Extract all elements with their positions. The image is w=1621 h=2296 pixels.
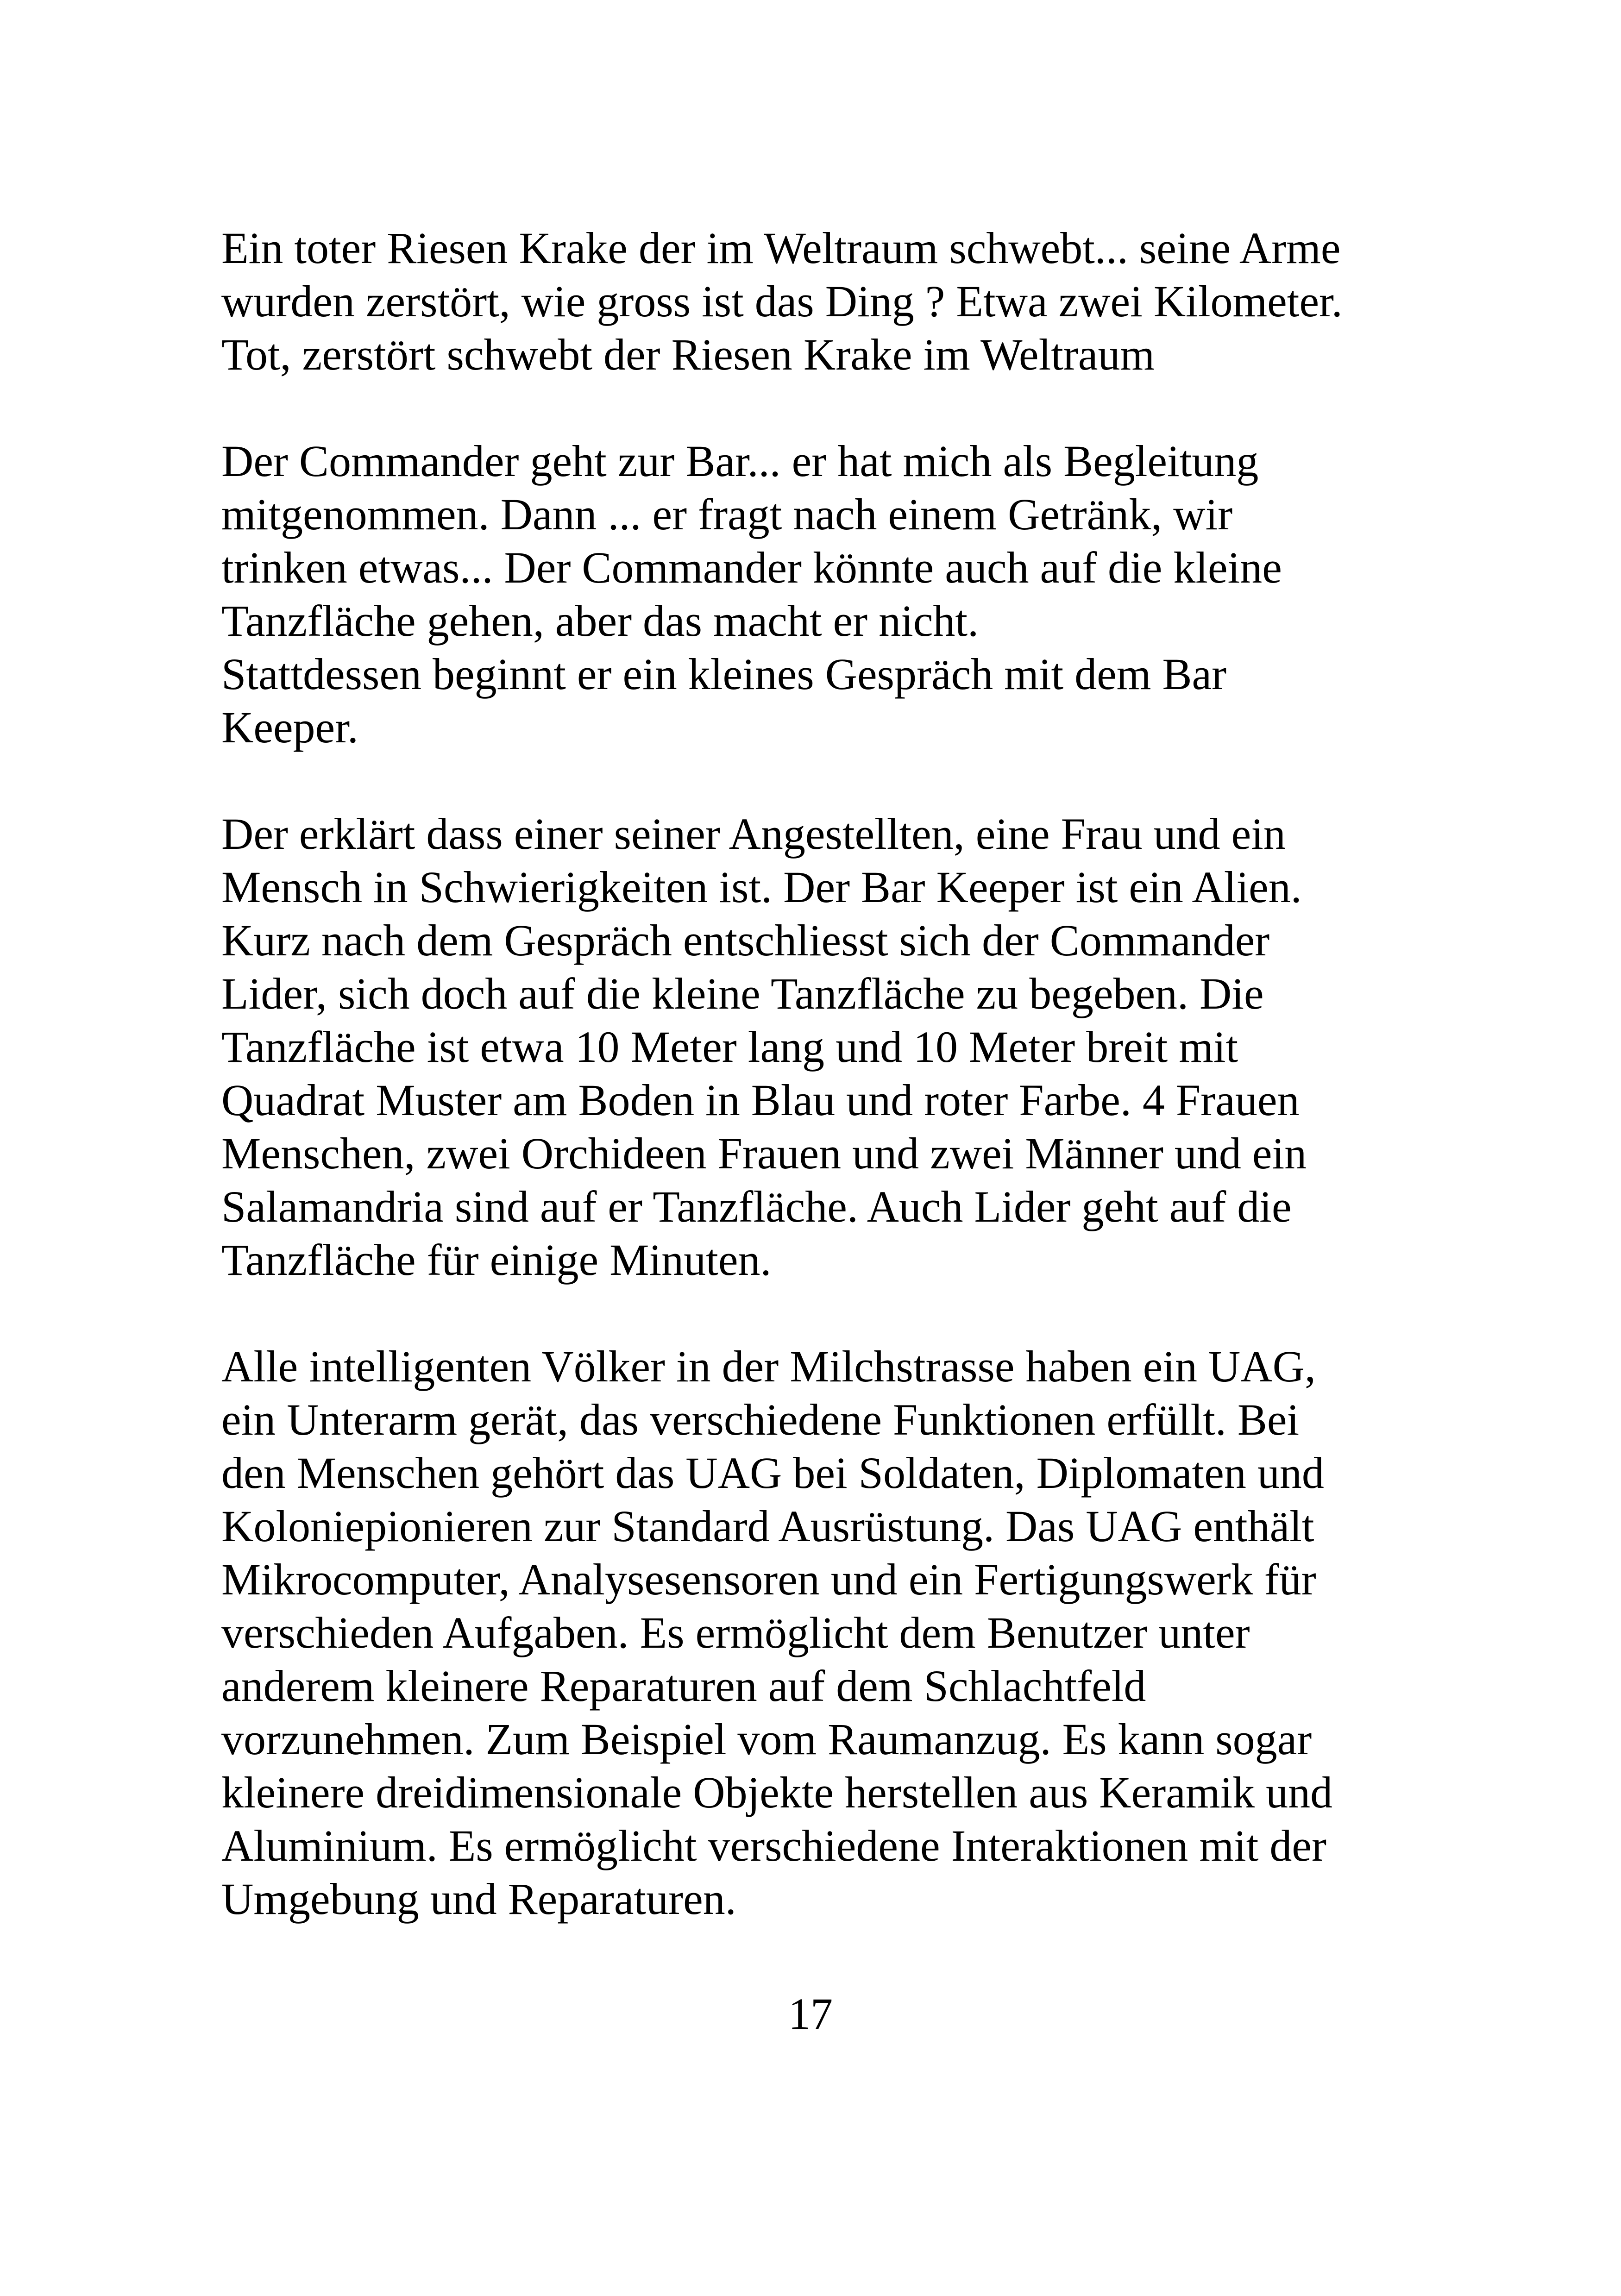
paragraph-gap [221,754,1407,807]
paragraph-1 [221,221,1407,381]
paragraph-4 [221,1340,1407,1926]
text-line: vorzunehmen. Zum Beispiel vom Raumanzug. Es kann sogar [221,1714,1312,1764]
text-line: ein Unterarm gerät, das verschiedene Funktionen erfüllt. Bei [221,1395,1300,1444]
text-line: wurden zerstört, wie gross ist das Ding ? Etwa zwei Kilometer. [221,276,1343,326]
text-line: Alle intelligenten Völker in der Milchstrasse haben ein UAG, [221,1342,1316,1391]
text-line: Der Commander geht zur Bar... er hat mich als Begleitung [221,436,1259,486]
text-line: Keeper. [221,703,358,752]
paragraph-3 [221,807,1407,1286]
paragraph-gap [221,1286,1407,1340]
text-line: Tanzfläche gehen, aber das macht er nicht. [221,596,979,646]
text-line: anderem kleinere Reparaturen auf dem Schlachtfeld [221,1661,1146,1711]
text-line: Umgebung und Reparaturen. [221,1874,736,1924]
text-line: kleinere dreidimensionale Objekte herstellen aus Keramik und [221,1768,1333,1817]
page-number: 17 [788,1989,833,2039]
text-line: Ein toter Riesen Krake der im Weltraum schwebt... seine Arme [221,223,1341,273]
text-line: Tot, zerstört schwebt der Riesen Krake im Weltraum [221,330,1155,379]
text-line: Quadrat Muster am Boden in Blau und roter Farbe. 4 Frauen [221,1075,1300,1125]
text-line: trinken etwas... Der Commander könnte auch auf die kleine [221,543,1282,592]
text-line: Lider, sich doch auf die kleine Tanzfläche zu begeben. Die [221,969,1264,1018]
text-line: Tanzfläche für einige Minuten. [221,1235,772,1285]
text-line: mitgenommen. Dann ... er fragt nach einem Getränk, wir [221,489,1233,539]
page-body [221,221,1407,1926]
paragraph-2 [221,434,1407,754]
text-line: den Menschen gehört das UAG bei Soldaten, Diplomaten und [221,1448,1324,1498]
paragraph-gap [221,381,1407,434]
text-line: Mikrocomputer, Analysesensoren und ein Fertigungswerk für [221,1555,1316,1604]
text-line: Kurz nach dem Gespräch entschliesst sich der Commander [221,916,1270,965]
text-line: Der erklärt dass einer seiner Angestellten, eine Frau und ein [221,809,1286,859]
text-line: Stattdessen beginnt er ein kleines Gespräch mit dem Bar [221,649,1227,699]
text-line: Koloniepionieren zur Standard Ausrüstung. Das UAG enthält [221,1501,1314,1551]
text-line: Menschen, zwei Orchideen Frauen und zwei Männer und ein [221,1129,1307,1178]
text-line: verschieden Aufgaben. Es ermöglicht dem Benutzer unter [221,1608,1250,1657]
text-line: Aluminium. Es ermöglicht verschiedene Interaktionen mit der [221,1821,1326,1870]
text-line: Salamandria sind auf er Tanzfläche. Auch Lider geht auf die [221,1182,1292,1231]
text-line: Mensch in Schwierigkeiten ist. Der Bar Keeper ist ein Alien. [221,862,1302,912]
text-line: Tanzfläche ist etwa 10 Meter lang und 10 Meter breit mit [221,1022,1238,1072]
